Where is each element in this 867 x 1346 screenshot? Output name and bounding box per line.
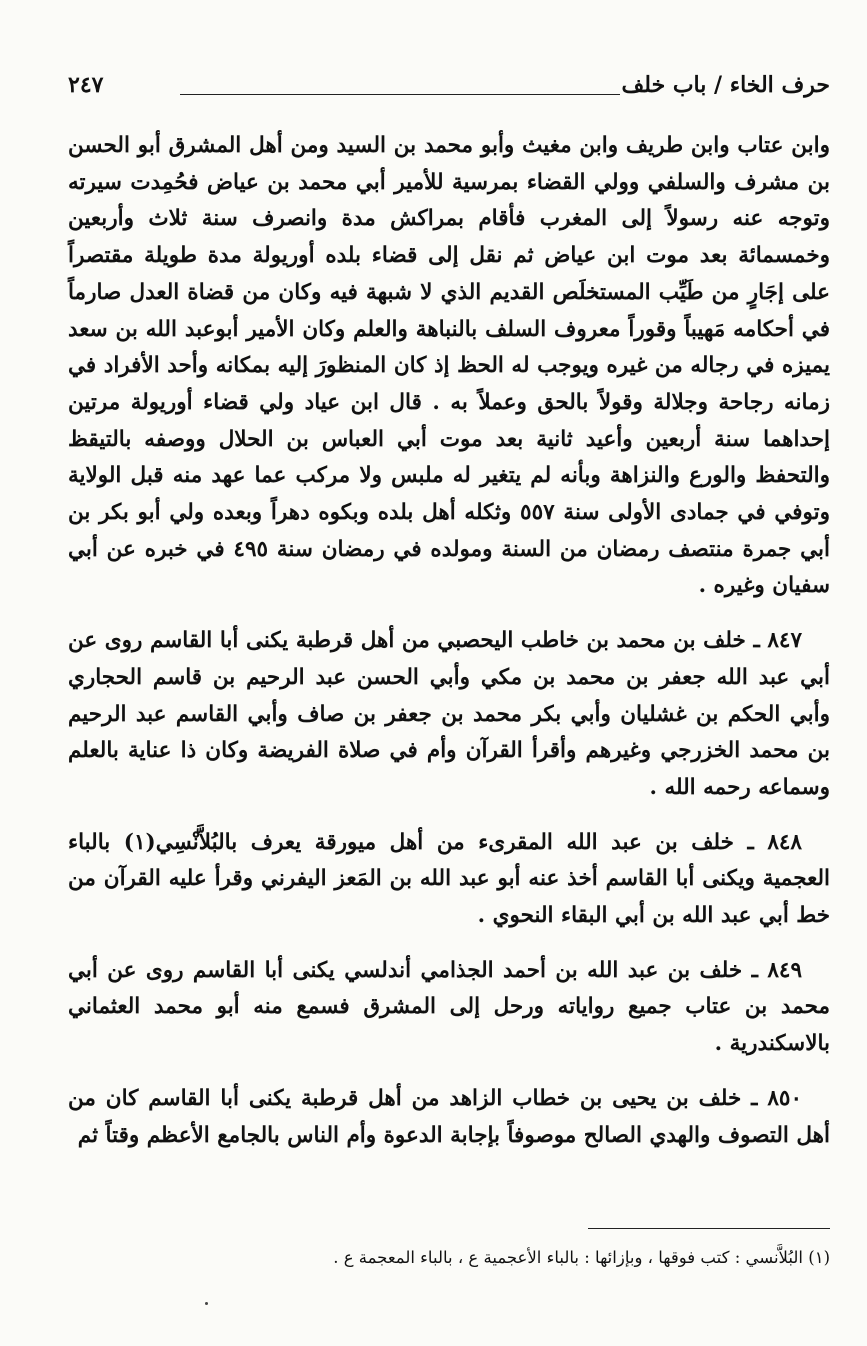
paragraph-continuation: وابن عتاب وابن طريف وابن مغيث وأبو محمد بن السيد ومن أهل المشرق أبو الحسن بن مشرف والسلفي وولي القضاء بمرسية للأمير أبي محمد بن عياض فحُمِدت سيرته وتوجه عنه رسولاً إلى المغرب فأقام بمراكش مدة وانصرف سنة ثلاث وأربعين وخمسمائة بعد موت ابن عياض ثم نقل إلى قضاء بلده أوريولة مدة طويلة مقتصراً على إجَارٍ من طَيِّب المستخلَص القديم الذي لا شبهة فيه وكان من قضاة العدل صارماً في أحكامه مَهيباً وقوراً معروف السلف بالنباهة والعلم وكان الأمير أبوعبد الله بن سعد يميزه في رجاله من غيره ويوجب له الحظ إذ كان المنظورَ إليه بمكانه وأحد الأفراد في زمانه رجاحة وجلالة وقولاً بالحق وعملاً به . قال ابن عياد ولي قضاء أوريولة مرتين إحداهما سنة أربعين وأعيد ثانية بعد موت أبي العباس بن الحلال ووصفه بالتيقظ والتحفظ والورع والنزاهة وبأنه لم يتغير له ملبس ولا مركب عما عهد منه قبل الولاية وتوفي في جمادى الأولى سنة ٥٥٧ وثكله أهل بلده وبكوه دهراً وبعده ولي أبو بكر بن أبي جمرة منتصف رمضان من السنة ومولده في رمضان سنة ٤٩٥ في خبره عن أبي سفيان وغيره . [68,133,830,599]
page-number: ٢٤٧ [68,72,104,98]
footnote: (١) البُلاَّنسي : كتب فوقها ، وبإزائها : بالباء الأعجمية ع ، بالباء المعجمة ع . [333,1248,830,1267]
entry-850: ٨٥٠ ـ خلف بن يحيى بن خطاب الزاهد من أهل قرطبة يكنى أبا القاسم كان من أهل التصوف والهدي الصالح موصوفاً بإجابة الدعوة وأم الناس بالجامع الأعظم وقتاً ثم [68,1085,830,1148]
footnote-rule [588,1228,830,1229]
entry-848: ٨٤٨ ـ خلف بن عبد الله المقرىء من أهل ميورقة يعرف بالبُلاَّنْسِي(١) بالباء العجمية ويكنى أبا القاسم أخذ عنه أبو عبد الله بن المَعز اليفرني وقرأ عليه القرآن من خط أبي عبد الله بن أبي البقاء النحوي . [68,829,830,929]
entry-849: ٨٤٩ ـ خلف بن عبد الله بن أحمد الجذامي أندلسي يكنى أبا القاسم روى عن أبي محمد بن عتاب جميع رواياته ورحل إلى المشرق فسمع منه أبو محمد العثماني بالاسكندرية . [68,957,830,1057]
main-text [68,128,830,1154]
entry-847: ٨٤٧ ـ خلف بن محمد بن خاطب اليحصبي من أهل قرطبة يكنى أبا القاسم روى عن أبي عبد الله جعفر بن محمد بن مكي وأبي الحسن عبد الرحيم بن قاسم الحجاري وأبي الحكم بن غشليان وأبي بكر محمد بن جعفر بن صاف وأبي القاسم عبد الرحيم بن محمد الخزرجي وغيرهم وأقرأ القرآن وأم في صلاة الفريضة وكان ذا عناية بالعلم وسماعه رحمه الله . [68,628,830,800]
header-rule [180,94,620,95]
page-speck [205,1302,208,1305]
page-header [68,72,830,106]
running-title: حرف الخاء / باب خلف [621,72,830,98]
